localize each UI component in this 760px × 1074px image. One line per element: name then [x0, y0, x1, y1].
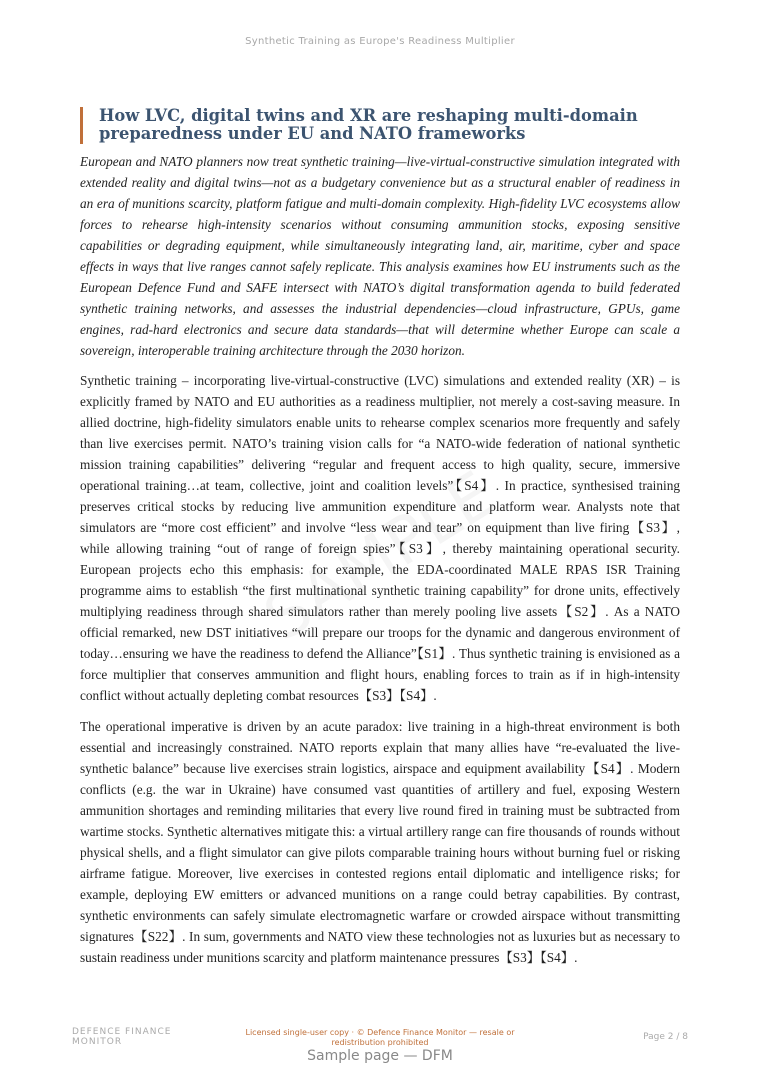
- running-header: Synthetic Training as Europe's Readiness Multiplier: [245, 36, 515, 47]
- body-paragraph-2: The operational imperative is driven by an acute paradox: live training in a high-threat environment is both essential and increasingly constrained. NATO reports explain that many allies have “re-evaluated the live-synthetic balance” because live exercises strain logistics, airspace and equipment availability【S4】. Modern conflicts (e.g. the war in Ukraine) have consumed vast quantities of artillery and fuel, exposing Western ammunition shortages and reminding militaries that every live round fired in training must be subtracted from wartime stocks. Synthetic alternatives mitigate this: a virtual artillery range can fire thousands of rounds without physical shells, and a flight simulator can give pilots comparable training hours without burning fuel or risking airframe fatigue. Moreover, live exercises in contested regions entail diplomatic and intelligence risks; for example, deploying EW emitters or advanced munitions on a range could betray capabilities. By contrast, synthetic environments can safely simulate electromagnetic warfare or crowded airspace without transmitting signatures【S22】. In sum, governments and NATO view these technologies not as luxuries but as necessary to sustain readiness under munitions scarcity and platform maintenance pressures【S3】【S4】.: [80, 719, 680, 965]
- publisher-name: DEFENCE FINANCE MONITOR: [72, 1027, 172, 1047]
- abstract-paragraph: European and NATO planners now treat synthetic training—live-virtual-constructive simulation integrated with extended reality and digital twins—not as a budgetary convenience but as a structural enabler of readiness in an era of munitions scarcity, platform fatigue and multi-domain complexity. High-fidelity LVC ecosystems allow forces to rehearse high-intensity scenarios without consuming ammunition stocks, exposing sensitive capabilities or degrading equipment, while simultaneously integrating land, air, maritime, cyber and space effects in ways that live ranges cannot safely replicate. This analysis examines how EU instruments such as the European Defence Fund and SAFE intersect with NATO’s digital transformation agenda to build federated synthetic training networks, and assesses the industrial dependencies—cloud infrastructure, GPUs, game engines, rad-hard electronics and secure data standards—that will determine whether Europe can scale a sovereign, interoperable training architecture through the 2030 horizon.: [80, 154, 680, 358]
- sample-page-label: Sample page — DFM: [307, 1048, 453, 1064]
- page-number: Page 2 / 8: [643, 1032, 688, 1042]
- license-notice: Licensed single-user copy · © Defence Finance Monitor — resale or redistribution prohibited: [245, 1028, 515, 1047]
- body-paragraph-1: Synthetic training – incorporating live-virtual-constructive (LVC) simulations and extended reality (XR) – is explicitly framed by NATO and EU authorities as a readiness multiplier, not merely a cost-saving measure. In allied doctrine, high-fidelity simulators enable units to rehearse complex scenarios more frequently and safely than live exercises permit. NATO’s training vision calls for “a NATO-wide federation of national synthetic mission training capabilities” delivering “regular and frequent access to high quality, secure, immersive operational training…at team, collective, joint and coalition levels”【S4】. In practice, synthesised training preserves critical stocks by reducing live ammunition expenditure and platform wear. Analysts note that simulators are “more cost efficient” and involve “less wear and tear” on equipment than live firing【S3】, while allowing training “out of range of foreign spies”【S3】, thereby maintaining operational security. European projects echo this emphasis: for example, the EDA-coordinated MALE RPAS ISR Training programme aims to establish “the first multinational synthetic training capability” for drone units, effectively multiplying readiness through shared simulators rather than merely pooling live assets【S2】. As a NATO official remarked, new DST initiatives “will prepare our troops for the dynamic and dangerous environment of today…ensuring we have the readiness to defend the Alliance”【S1】. Thus synthetic training is envisioned as a force multiplier that conserves ammunition and flight hours, enabling forces to train as if in high-intensity conflict without actually depleting combat resources【S3】【S4】.: [80, 373, 680, 703]
- section-title: How LVC, digital twins and XR are reshaping multi-domain preparedness under EU and NATO frameworks: [80, 107, 699, 144]
